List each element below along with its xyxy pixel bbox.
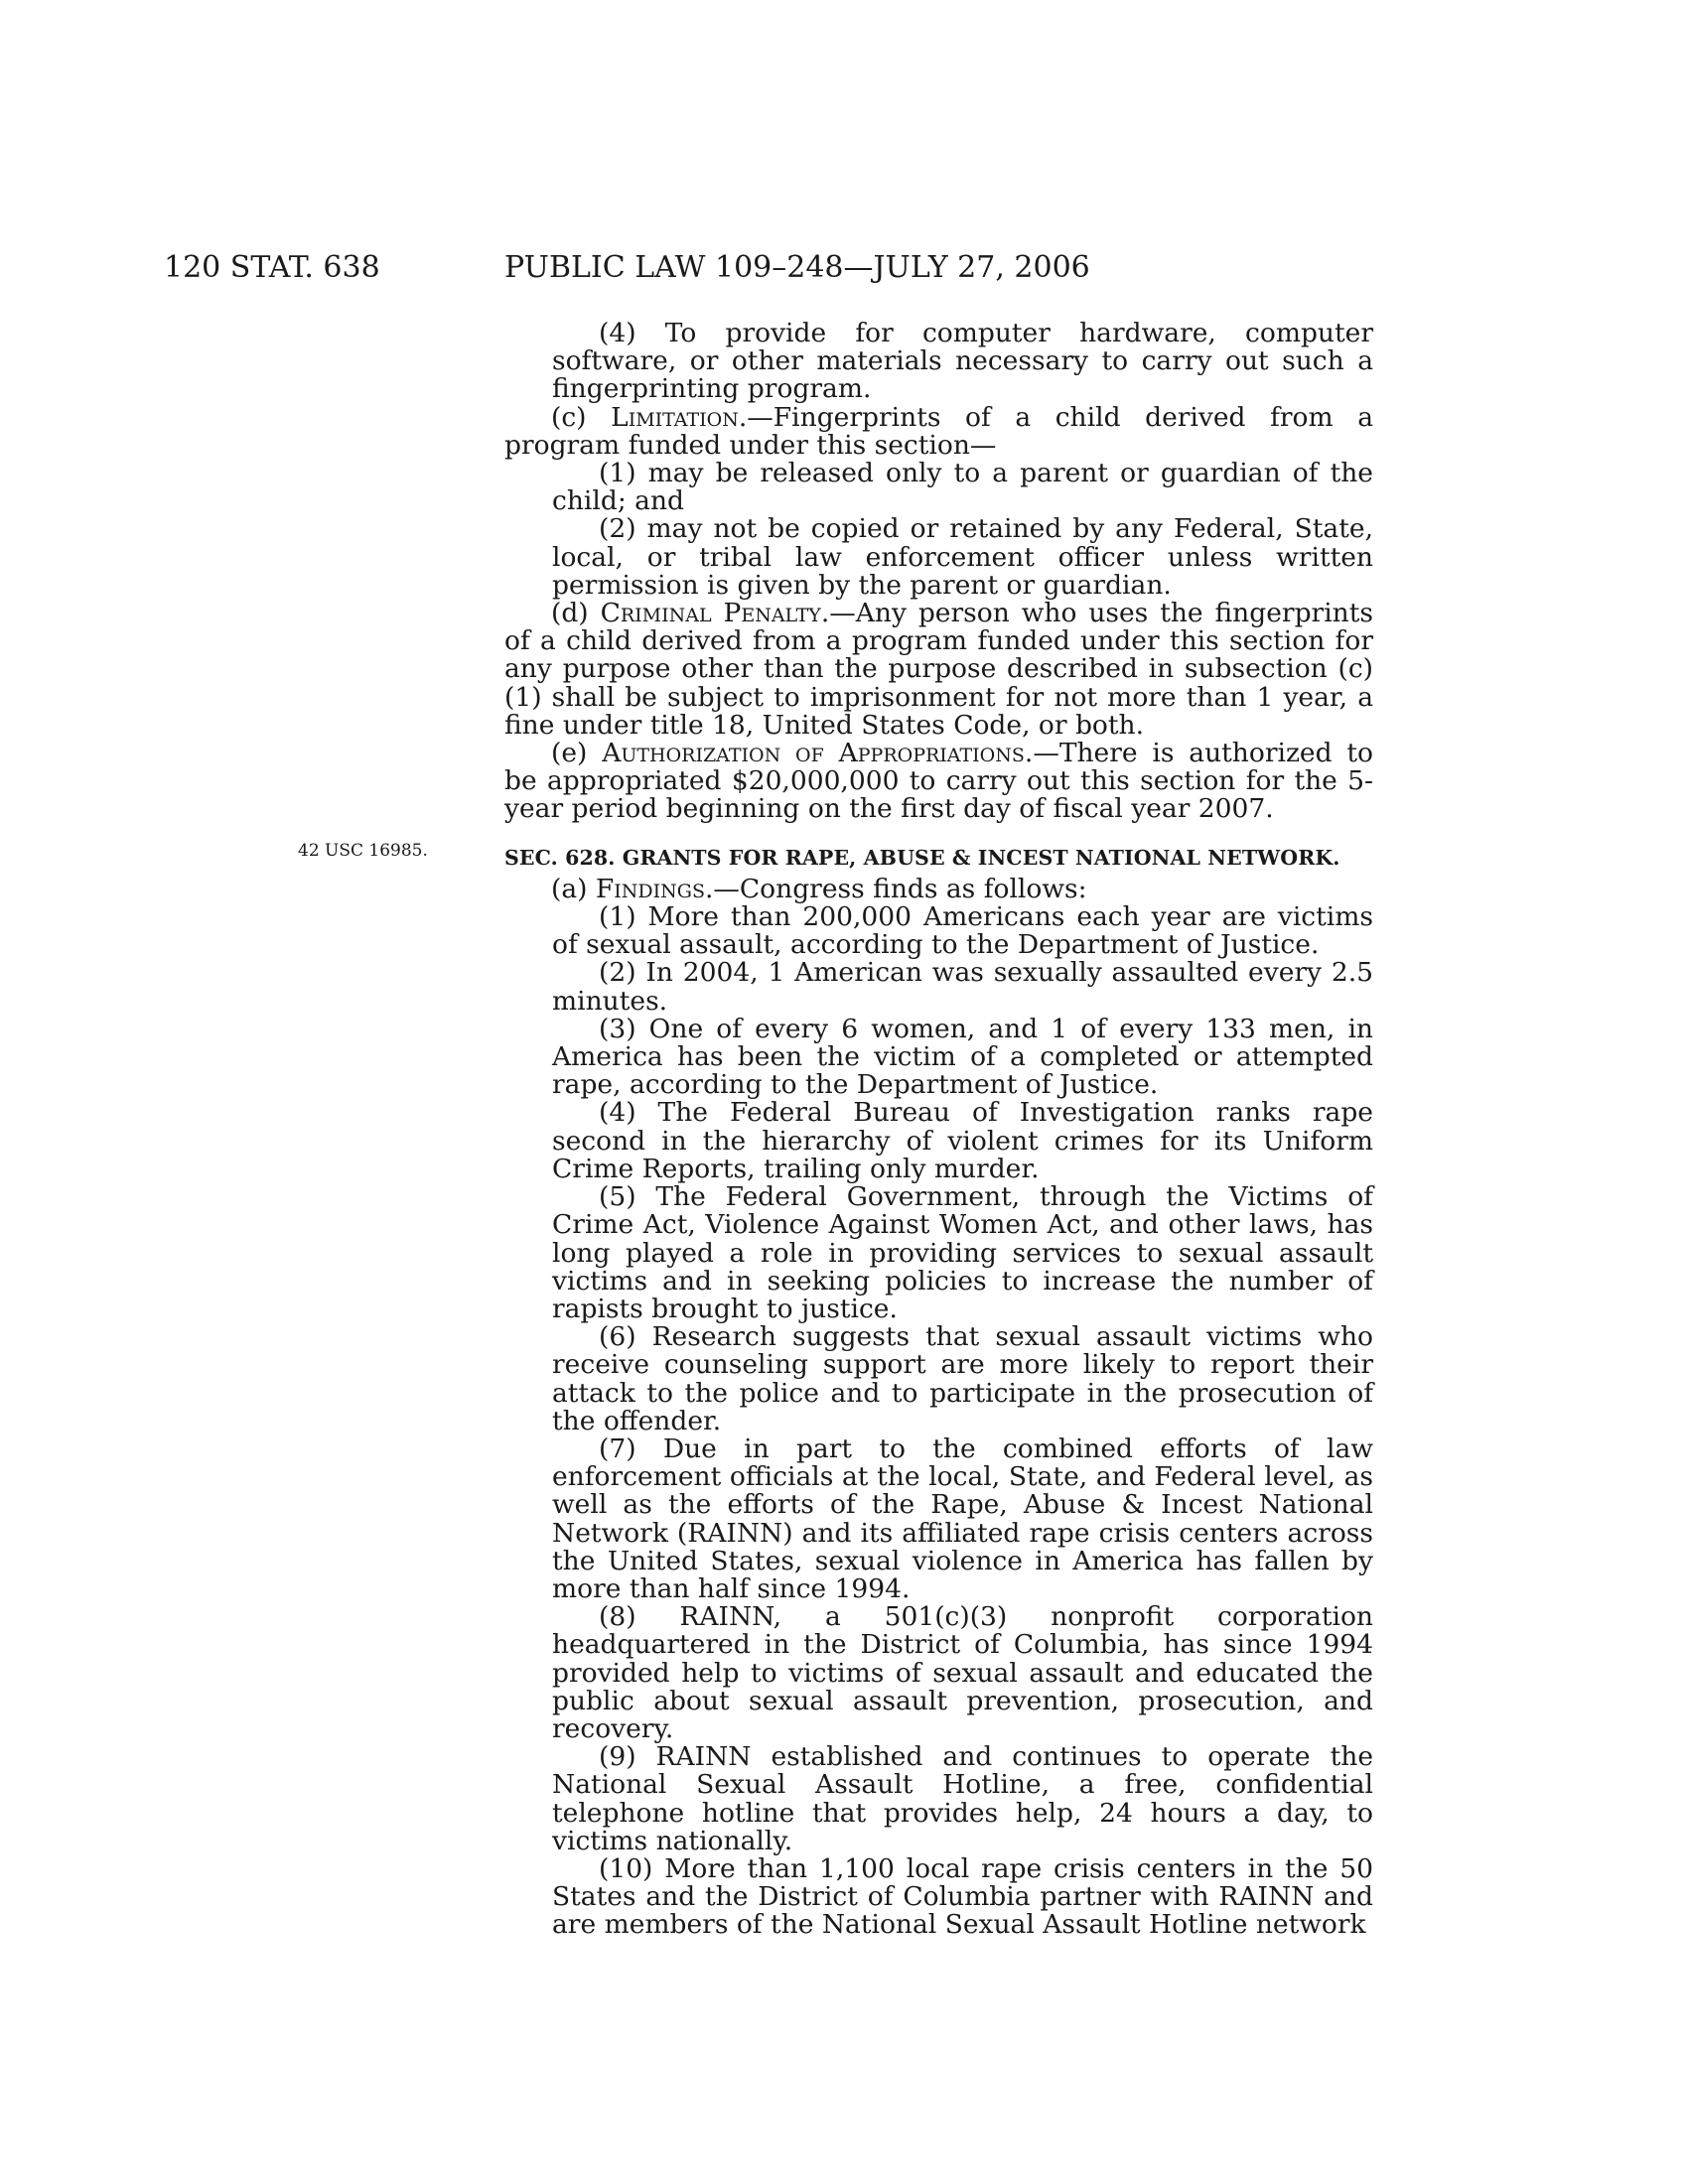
paragraph-c-label: (c) [551, 401, 612, 433]
statute-page-reference: 120 STAT. 638 [164, 250, 380, 285]
paragraph-b4: (4) To provide for computer hardware, computer software, or other materials necessary to carry out such a fingerprinting program. [552, 318, 1373, 405]
section-heading: SEC. 628. GRANTS FOR RAPE, ABUSE & INCEST NATIONAL NETWORK. [504, 845, 1340, 870]
paragraph-c [504, 401, 1373, 461]
paragraph-a-heading: Findings [595, 873, 705, 904]
finding-9: (9) RAINN established and continues to operate the National Sexual Assault Hotline, a free, confidential telephone hotline that provides help, 24 hours a day, to victims nationally. [552, 1741, 1373, 1856]
finding-10: (10) More than 1,100 local rape crisis centers in the 50 States and the District of Columbia partner with RAINN and are members of the National Sexual Assault Hotline network [552, 1852, 1373, 1941]
paragraph-d-label: (d) [551, 598, 601, 629]
paragraph-d-heading: Criminal Penalty [600, 598, 821, 629]
margin-citation: 42 USC 16985. [298, 841, 428, 861]
finding-4: (4) The Federal Bureau of Investigation ranks rape second in the hierarchy of violent crimes for its Uniform Crime Reports, trailing only murder. [552, 1097, 1373, 1184]
paragraph-e [504, 740, 1373, 824]
finding-8: (8) RAINN, a 501(c)(3) nonprofit corporation headquartered in the District of Columbia, has since 1994 provided help to victims of sexual assault and educated the public about sexual assault prevention, prosecution, and recovery. [552, 1601, 1373, 1744]
paragraph-a-text: .—Congress finds as follows: [704, 873, 1087, 904]
paragraph-d-text: .—Any person who uses the fingerprints of a child derived from a program funded under this section for any purpose other than the purpose described in subsection (c)(1) shall be subject to imprisonment for not more than 1 year, a fine under title 18, United States Code, or both. [504, 598, 1373, 741]
paragraph-c-heading: Limitation [611, 401, 739, 433]
finding-6: (6) Research suggests that sexual assault victims who receive counseling support are more likely to report their attack to the police and to participate in the prosecution of the offender. [552, 1321, 1373, 1436]
paragraph-e-heading: Authorization of Appropriations [602, 738, 1025, 769]
finding-3: (3) One of every 6 women, and 1 of every 133 men, in America has been the victim of a completed or attempted rape, according to the Department of Justice. [552, 1013, 1373, 1101]
paragraph-a [504, 873, 1373, 904]
finding-5: (5) The Federal Government, through the Victims of Crime Act, Violence Against Women Act, and other laws, has long played a role in providing services to sexual assault victims and in seeking policies to increase the number of rapists brought to justice. [552, 1181, 1373, 1324]
paragraph-c1: (1) may be released only to a parent or guardian of the child; and [552, 458, 1373, 517]
finding-1: (1) More than 200,000 Americans each year are victims of sexual assault, according to the Department of Justice. [552, 901, 1373, 961]
body-text [504, 320, 1373, 1940]
running-header-title: PUBLIC LAW 109–248—JULY 27, 2006 [504, 250, 1090, 285]
paragraph-c-text: .—Fingerprints of a child derived from a program funded under this section— [504, 401, 1373, 461]
finding-2: (2) In 2004, 1 American was sexually assaulted every 2.5 minutes. [552, 957, 1373, 1017]
paragraph-a-label: (a) [551, 873, 596, 904]
paragraph-e-text: .—There is authorized to be appropriated $20,000,000 to carry out this section for the 5-year period beginning on the first day of fiscal year 2007. [504, 738, 1373, 825]
finding-7: (7) Due in part to the combined efforts of law enforcement officials at the local, State, and Federal level, as well as the efforts of the Rape, Abuse & Incest National Network (RAINN) and its affiliated rape crisis centers across the United States, sexual violence in America has fallen by more than half since 1994. [552, 1433, 1373, 1604]
paragraph-c2: (2) may not be copied or retained by any Federal, State, local, or tribal law enforcement officer unless written permission is given by the parent or guardian. [552, 513, 1373, 601]
paragraph-d [504, 600, 1373, 740]
paragraph-e-label: (e) [551, 738, 603, 769]
